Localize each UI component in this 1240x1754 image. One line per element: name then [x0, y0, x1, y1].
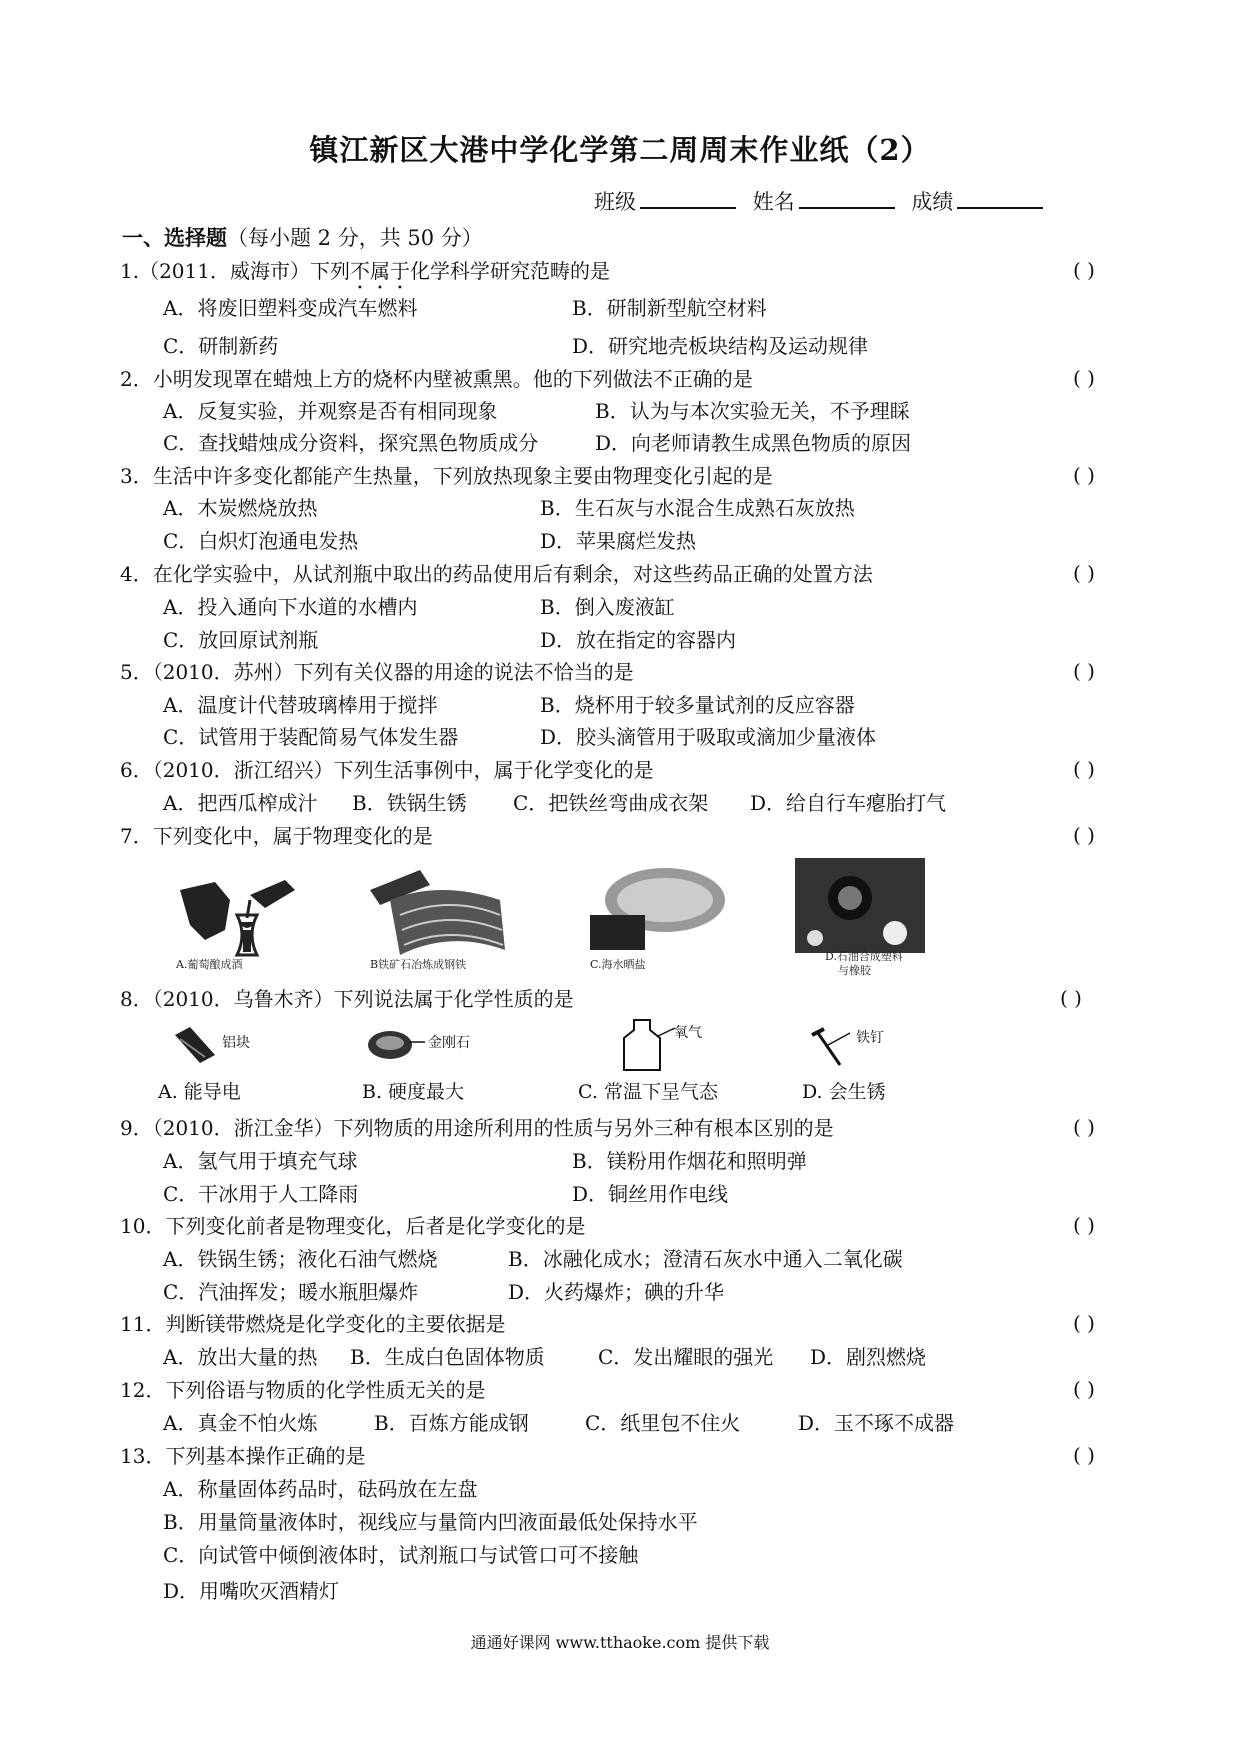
question-9-option-c[interactable]: C．干冰用于人工降雨 — [163, 1182, 359, 1206]
question-12-option-a[interactable]: A．真金不怕火炼 — [163, 1411, 318, 1435]
question-12-option-c[interactable]: C．纸里包不住火 — [585, 1411, 741, 1435]
question-2-option-b[interactable]: B．认为与本次实验无关，不予理睬 — [595, 399, 910, 423]
question-7-stem: 7．下列变化中，属于物理变化的是 — [120, 824, 433, 848]
question-12-answer-bracket[interactable]: ( ) — [1073, 1377, 1095, 1401]
name-blank[interactable] — [799, 189, 895, 209]
class-blank[interactable] — [640, 189, 736, 209]
question-11-option-c[interactable]: C．发出耀眼的强光 — [598, 1345, 774, 1369]
question-8-label-d: 铁钉 — [856, 1030, 884, 1046]
question-1-option-c[interactable]: C．研制新药 — [163, 334, 279, 358]
question-12-option-b[interactable]: B．百炼方能成钢 — [374, 1411, 529, 1435]
question-3-option-a[interactable]: A．木炭燃烧放热 — [163, 496, 318, 520]
question-1-answer-bracket[interactable]: ( ) — [1073, 258, 1095, 282]
question-11-option-b[interactable]: B．生成白色固体物质 — [350, 1345, 545, 1369]
question-13-answer-bracket[interactable]: ( ) — [1073, 1443, 1095, 1467]
page-footer: 通通好课网 www.tthaoke.com 提供下载 — [470, 1633, 770, 1652]
question-7-caption-d-line2: 与橡胶 — [838, 964, 871, 977]
question-10-option-c[interactable]: C．汽油挥发；暖水瓶胆爆炸 — [163, 1280, 419, 1304]
question-8-option-d[interactable]: D. 会生锈 — [802, 1081, 886, 1103]
question-5-option-b[interactable]: B．烧杯用于较多量试剂的反应容器 — [540, 693, 855, 717]
question-8-label-a: 铝块 — [222, 1035, 250, 1051]
question-9-option-d[interactable]: D．铜丝用作电线 — [572, 1182, 729, 1206]
question-4-option-a[interactable]: A．投入通向下水道的水槽内 — [163, 595, 418, 619]
section-heading-note: （每小题 2 分，共 50 分） — [227, 226, 483, 250]
question-5-answer-bracket[interactable]: ( ) — [1073, 659, 1095, 683]
question-8-option-a[interactable]: A. 能导电 — [158, 1081, 241, 1103]
question-2-option-c[interactable]: C．查找蜡烛成分资料，探究黑色物质成分 — [163, 431, 539, 455]
aluminum-block-image[interactable] — [170, 1025, 220, 1065]
question-7-answer-bracket[interactable]: ( ) — [1073, 823, 1095, 847]
sea-salt-image[interactable] — [585, 860, 725, 960]
question-11-option-d[interactable]: D．剧烈燃烧 — [810, 1345, 927, 1369]
score-label: 成绩 — [911, 190, 954, 214]
question-3-option-b[interactable]: B．生石灰与水混合生成熟石灰放热 — [540, 496, 855, 520]
question-1-stem — [120, 258, 610, 294]
question-8-label-b: 金刚石 — [428, 1035, 470, 1051]
question-7-caption-b: B铁矿石冶炼成钢铁 — [370, 958, 467, 971]
question-5-option-c[interactable]: C．试管用于装配简易气体发生器 — [163, 725, 459, 749]
question-4-option-c[interactable]: C．放回原试剂瓶 — [163, 628, 319, 652]
question-10-option-b[interactable]: B．冰融化成水；澄清石灰水中通入二氧化碳 — [508, 1247, 903, 1271]
question-13-option-a[interactable]: A．称量固体药品时，砝码放在左盘 — [163, 1477, 478, 1501]
question-11-answer-bracket[interactable]: ( ) — [1073, 1311, 1095, 1335]
question-2-stem: 2．小明发现罩在蜡烛上方的烧杯内壁被熏黑。他的下列做法不正确的是 — [120, 367, 753, 391]
iron-nail-image[interactable] — [810, 1025, 860, 1070]
question-9-option-b[interactable]: B．镁粉用作烟花和照明弹 — [572, 1149, 807, 1173]
question-10-option-a[interactable]: A．铁锅生锈；液化石油气燃烧 — [163, 1247, 438, 1271]
question-1-option-b[interactable]: B．研制新型航空材料 — [572, 296, 767, 320]
question-13-option-c[interactable]: C．向试管中倾倒液体时，试剂瓶口与试管口可不接触 — [163, 1543, 639, 1567]
question-9-option-a[interactable]: A．氢气用于填充气球 — [163, 1149, 358, 1173]
question-7-caption-c: C.海水晒盐 — [590, 958, 646, 971]
score-blank[interactable] — [957, 189, 1043, 209]
section-heading — [122, 222, 483, 252]
question-10-option-d[interactable]: D．火药爆炸；碘的升华 — [508, 1280, 725, 1304]
question-11-option-a[interactable]: A．放出大量的热 — [163, 1345, 318, 1369]
question-5-option-d[interactable]: D．胶头滴管用于吸取或滴加少量液体 — [540, 725, 877, 749]
question-5-option-a[interactable]: A．温度计代替玻璃棒用于搅拌 — [163, 693, 438, 717]
section-heading-label: 一、选择题 — [122, 225, 227, 250]
question-3-answer-bracket[interactable]: ( ) — [1073, 463, 1095, 487]
question-3-stem: 3．生活中许多变化都能产生热量，下列放热现象主要由物理变化引起的是 — [120, 464, 773, 488]
oxygen-bottle-image[interactable] — [620, 1018, 680, 1073]
petroleum-plastic-rubber-image[interactable] — [795, 858, 925, 958]
question-2-option-a[interactable]: A．反复实验，并观察是否有相同现象 — [163, 399, 498, 423]
question-9-stem: 9．（2010．浙江金华）下列物质的用途所利用的性质与另外三种有根本区别的是 — [120, 1116, 834, 1140]
page-title: 镇江新区大港中学化学第二周周末作业纸（2） — [309, 133, 931, 167]
question-7-caption-a: A.葡萄酿成酒 — [176, 958, 243, 971]
question-10-answer-bracket[interactable]: ( ) — [1073, 1213, 1095, 1237]
grape-wine-image[interactable] — [175, 860, 325, 960]
question-5-stem: 5．（2010．苏州）下列有关仪器的用途的说法不恰当的是 — [120, 660, 634, 684]
question-8-answer-bracket[interactable]: ( ) — [1060, 986, 1082, 1010]
class-label: 班级 — [594, 190, 636, 214]
question-13-stem: 13．下列基本操作正确的是 — [120, 1444, 366, 1468]
question-3-option-c[interactable]: C．白炽灯泡通电发热 — [163, 529, 359, 553]
question-2-option-d[interactable]: D．向老师请教生成黑色物质的原因 — [595, 431, 912, 455]
question-4-stem: 4．在化学实验中，从试剂瓶中取出的药品使用后有剩余，对这些药品正确的处置方法 — [120, 562, 873, 586]
question-7-caption-d: D.石油合成塑料 — [825, 950, 903, 963]
question-6-answer-bracket[interactable]: ( ) — [1073, 757, 1095, 781]
question-4-option-b[interactable]: B．倒入废液缸 — [540, 595, 675, 619]
question-12-option-d[interactable]: D．玉不琢不成器 — [798, 1411, 955, 1435]
question-1-stem-part: 化学科学研究范畴的是 — [409, 259, 610, 283]
question-8-stem: 8．（2010．乌鲁木齐）下列说法属于化学性质的是 — [120, 987, 574, 1011]
question-9-answer-bracket[interactable]: ( ) — [1073, 1115, 1095, 1139]
question-8-option-c[interactable]: C. 常温下呈气态 — [578, 1081, 718, 1103]
question-6-option-a[interactable]: A．把西瓜榨成汁 — [163, 791, 318, 815]
question-4-option-d[interactable]: D．放在指定的容器内 — [540, 628, 737, 652]
question-13-option-d[interactable]: D．用嘴吹灭酒精灯 — [163, 1579, 340, 1603]
question-1-option-d[interactable]: D．研究地壳板块结构及运动规律 — [572, 334, 869, 358]
question-6-option-b[interactable]: B．铁锅生锈 — [352, 791, 467, 815]
iron-ore-smelting-image[interactable] — [360, 860, 510, 960]
question-4-answer-bracket[interactable]: ( ) — [1073, 561, 1095, 585]
question-3-option-d[interactable]: D．苹果腐烂发热 — [540, 529, 697, 553]
student-info-line — [594, 186, 1053, 216]
question-6-stem: 6．（2010．浙江绍兴）下列生活事例中，属于化学变化的是 — [120, 758, 654, 782]
question-6-option-c[interactable]: C．把铁丝弯曲成衣架 — [513, 791, 709, 815]
question-12-stem: 12．下列俗语与物质的化学性质无关的是 — [120, 1378, 486, 1402]
question-1-emphasis: 不属于 — [349, 259, 410, 283]
question-13-option-b[interactable]: B．用量筒量液体时，视线应与量筒内凹液面最低处保持水平 — [163, 1510, 698, 1534]
question-1-option-a[interactable]: A．将废旧塑料变成汽车燃料 — [163, 296, 418, 320]
name-label: 姓名 — [752, 190, 795, 214]
question-11-stem: 11．判断镁带燃烧是化学变化的主要依据是 — [120, 1312, 506, 1336]
question-8-label-c: 氧气 — [674, 1025, 702, 1041]
question-6-option-d[interactable]: D．给自行车瘪胎打气 — [750, 791, 947, 815]
question-1-stem-part: 1.（2011．威海市）下列 — [120, 259, 350, 283]
diamond-image[interactable] — [365, 1025, 425, 1065]
question-10-stem: 10．下列变化前者是物理变化，后者是化学变化的是 — [120, 1214, 586, 1238]
question-8-option-b[interactable]: B. 硬度最大 — [362, 1081, 465, 1103]
question-2-answer-bracket[interactable]: ( ) — [1073, 366, 1095, 390]
